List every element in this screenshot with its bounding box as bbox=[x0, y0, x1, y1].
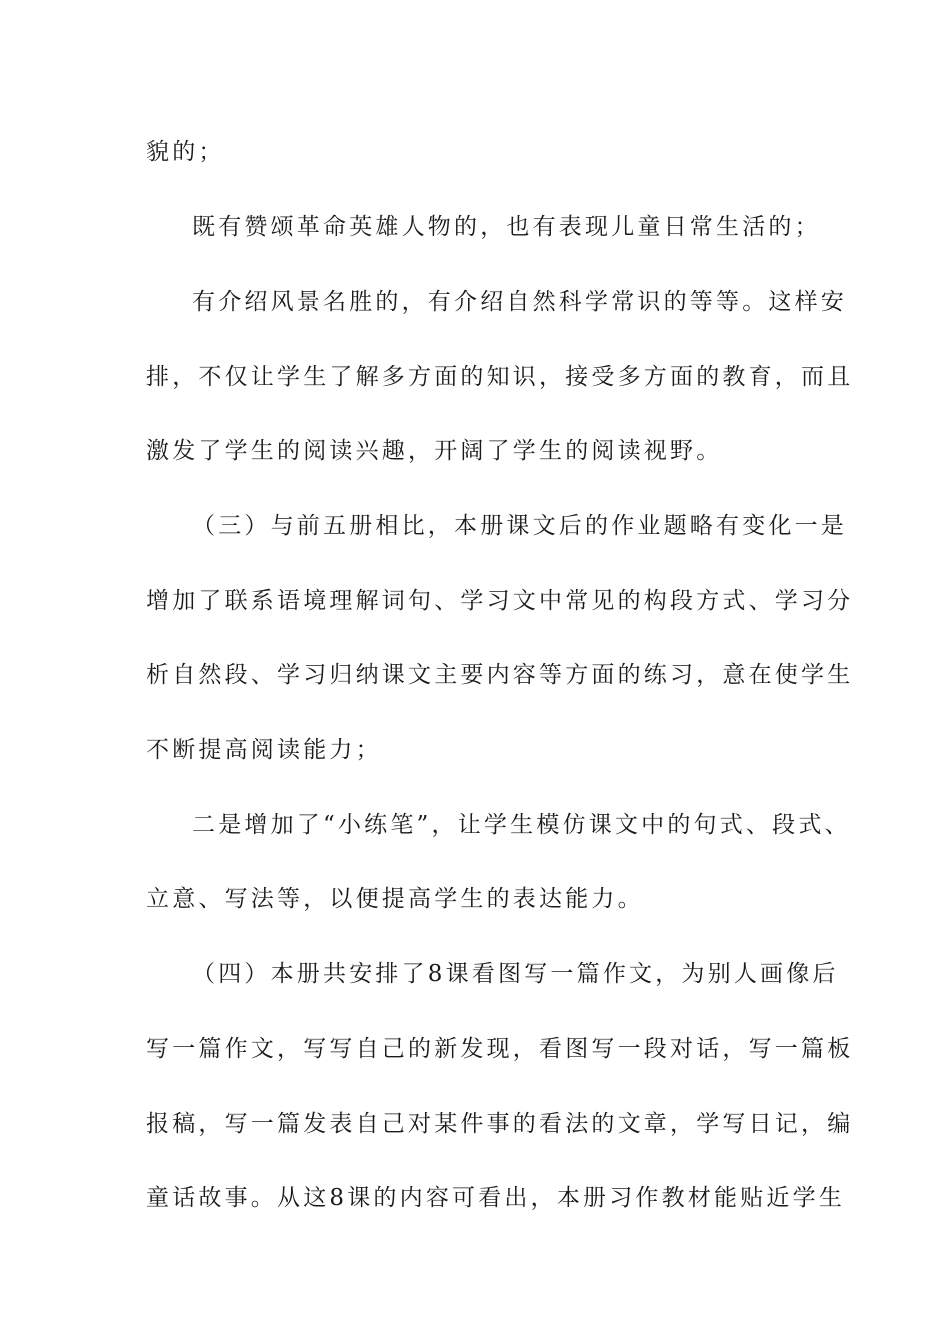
text-line: 写一篇作文，写写自己的新发现，看图写一段对话，写一篇板 bbox=[146, 1036, 854, 1062]
text-line: （四）本册共安排了8课看图写一篇作文，为别人画像后 bbox=[192, 961, 839, 987]
text-line: 报稿，写一篇发表自己对某件事的看法的文章，学写日记，编 bbox=[146, 1111, 854, 1137]
text-line: 有介绍风景名胜的，有介绍自然科学常识的等等。这样安 bbox=[192, 289, 847, 315]
text-line: 不断提高阅读能力； bbox=[146, 737, 382, 763]
text-line: 激发了学生的阅读兴趣，开阔了学生的阅读视野。 bbox=[146, 438, 723, 464]
text-line: 增加了联系语境理解词句、学习文中常见的构段方式、学习分 bbox=[146, 588, 854, 614]
text-line: 排，不仅让学生了解多方面的知识，接受多方面的教育，而且 bbox=[146, 364, 854, 390]
text-line: 析自然段、学习归纳课文主要内容等方面的练习，意在使学生 bbox=[146, 662, 854, 688]
text-line: （三）与前五册相比，本册课文后的作业题略有变化一是 bbox=[192, 513, 847, 539]
text-line: 貌的； bbox=[146, 139, 225, 165]
text-line: 立意、写法等，以便提高学生的表达能力。 bbox=[146, 886, 644, 912]
text-line: 二是增加了“小练笔”，让学生模仿课文中的句式、段式、 bbox=[192, 812, 851, 838]
text-line: 童话故事。从这8课的内容可看出，本册习作教材能贴近学生 bbox=[146, 1185, 846, 1211]
text-line: 既有赞颂革命英雄人物的，也有表现儿童日常生活的； bbox=[192, 214, 821, 240]
